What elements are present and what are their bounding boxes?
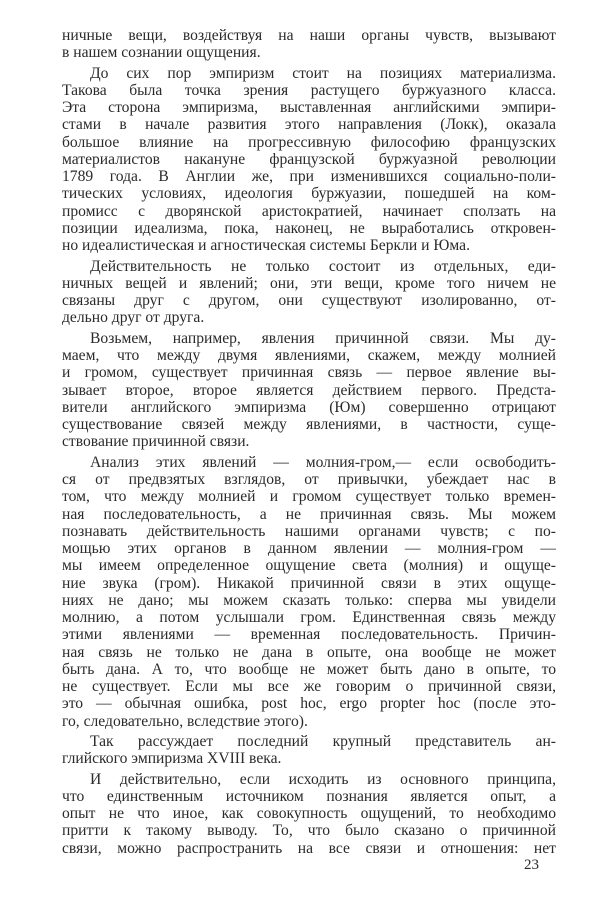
text-line: в нашем сознании ощущения. bbox=[62, 44, 261, 62]
text-line: опыт не что иное, как совокупность ощущений, то необходимо bbox=[62, 805, 556, 823]
text-line: 1789 года. В Англии же, при изменившихся социально-поли- bbox=[62, 168, 556, 186]
text-line: зывает второе, второе является действием первого. Предста- bbox=[62, 381, 556, 399]
paragraph bbox=[62, 330, 556, 451]
text-line: Такова была точка зрения растущего буржуазного класса. bbox=[62, 81, 556, 99]
text-line: быть дана. А то, что вообще не может быть дано в опыте, то bbox=[62, 660, 556, 678]
text-line: молнию, а потом услышали гром. Единственная связь между bbox=[62, 609, 556, 626]
text-line: позиции идеализма, пока, наконец, не выработались откровен- bbox=[62, 219, 556, 237]
text-line: познавать действительность нашими органами чувств; с по- bbox=[62, 522, 556, 540]
text-line: Возьмем, например, явления причинной связи. Мы ду- bbox=[90, 329, 556, 347]
page-number: 23 bbox=[524, 857, 539, 873]
book-page-text bbox=[62, 27, 556, 857]
text-line: связаны друг с другом, они существуют изолированно, от- bbox=[62, 292, 556, 310]
text-line: глийского эмпиризма XVIII века. bbox=[62, 750, 282, 768]
text-line: Действительность не только состоит из отдельных, еди- bbox=[90, 257, 556, 275]
text-line: ствование причинной связи. bbox=[62, 433, 250, 451]
paragraph bbox=[62, 771, 556, 857]
text-line: мощью этих органов в данном явлении — молния-гром — bbox=[62, 540, 556, 557]
paragraph bbox=[62, 27, 556, 62]
text-line: существование связей между явлениями, в частности, суще- bbox=[62, 416, 556, 434]
text-line: большое влияние на прогрессивную философию французских bbox=[62, 133, 556, 151]
text-line: связи, можно распространить на все связи и отношения: нет bbox=[62, 839, 556, 857]
text-line: и громом, существует причинная связь — первое явление вы- bbox=[62, 364, 556, 382]
paragraph bbox=[62, 258, 556, 327]
text-line: тических условиях, идеология буржуазии, пошедшей на ком- bbox=[62, 185, 556, 203]
text-line: вители английского эмпиризма (Юм) совершенно отрицают bbox=[62, 398, 556, 416]
text-line: не существует. Если мы все же говорим о причинной связи, bbox=[62, 678, 556, 695]
text-line: маем, что между двумя явлениями, скажем, между молнией bbox=[62, 347, 556, 365]
text-line: ся от предвзятых взглядов, от привычки, убеждает нас в bbox=[62, 471, 556, 488]
text-line: этими явлениями — временная последовательность. Причин- bbox=[62, 626, 556, 644]
text-line: мы имеем определенное ощущение света (молния) и ощуще- bbox=[62, 557, 556, 575]
text-line: притти к такому выводу. То, что было сказано о причинной bbox=[62, 822, 556, 840]
text-line: стами в начале развития этого направления (Локк), оказала bbox=[62, 116, 556, 134]
text-line: но идеалистическая и агностическая системы Беркли и Юма. bbox=[62, 237, 470, 255]
text-line: материалистов накануне французской буржуазной революции bbox=[62, 150, 556, 168]
text-line: го, следовательно, вследствие этого). bbox=[62, 712, 308, 730]
text-line: До сих пор эмпиризм стоит на позициях материализма. bbox=[90, 64, 556, 82]
text-line: Так рассуждает последний крупный представитель ан- bbox=[90, 732, 556, 750]
text-line: ние звука (гром). Никакой причинной связи в этих ощуще- bbox=[62, 574, 556, 592]
paragraph bbox=[62, 733, 556, 768]
text-line: том, что между молнией и громом существует только времен- bbox=[62, 488, 556, 506]
text-line: Эта сторона эмпиризма, выставленная английскими эмпири- bbox=[62, 99, 556, 117]
text-line: ничные вещи, воздействуя на наши органы чувств, вызывают bbox=[62, 27, 556, 44]
text-line: что единственным источником познания является опыт, а bbox=[62, 787, 556, 805]
text-line: Анализ этих явлений — молния-гром,— если освободить- bbox=[90, 453, 556, 471]
text-line: ничных вещей и явлений; они, эти вещи, кроме того ничем не bbox=[62, 274, 556, 292]
text-line: это — обычная ошибка, post hoc, ergo propter hoc (после это- bbox=[62, 695, 556, 713]
text-line: ная связь не только не дана в опыте, она вообще не может bbox=[62, 643, 556, 661]
text-line: дельно друг от друга. bbox=[62, 309, 205, 327]
text-line: промисс с дворянской аристократией, начинает сползать на bbox=[62, 202, 556, 220]
text-line: ниях не дано; мы можем сказать только: сперва мы увидели bbox=[62, 591, 556, 609]
paragraph bbox=[62, 454, 556, 730]
text-line: ная последовательность, а не причинная связь. Мы можем bbox=[62, 505, 556, 523]
paragraph bbox=[62, 65, 556, 255]
text-line: И действительно, если исходить из основного принципа, bbox=[90, 770, 556, 788]
